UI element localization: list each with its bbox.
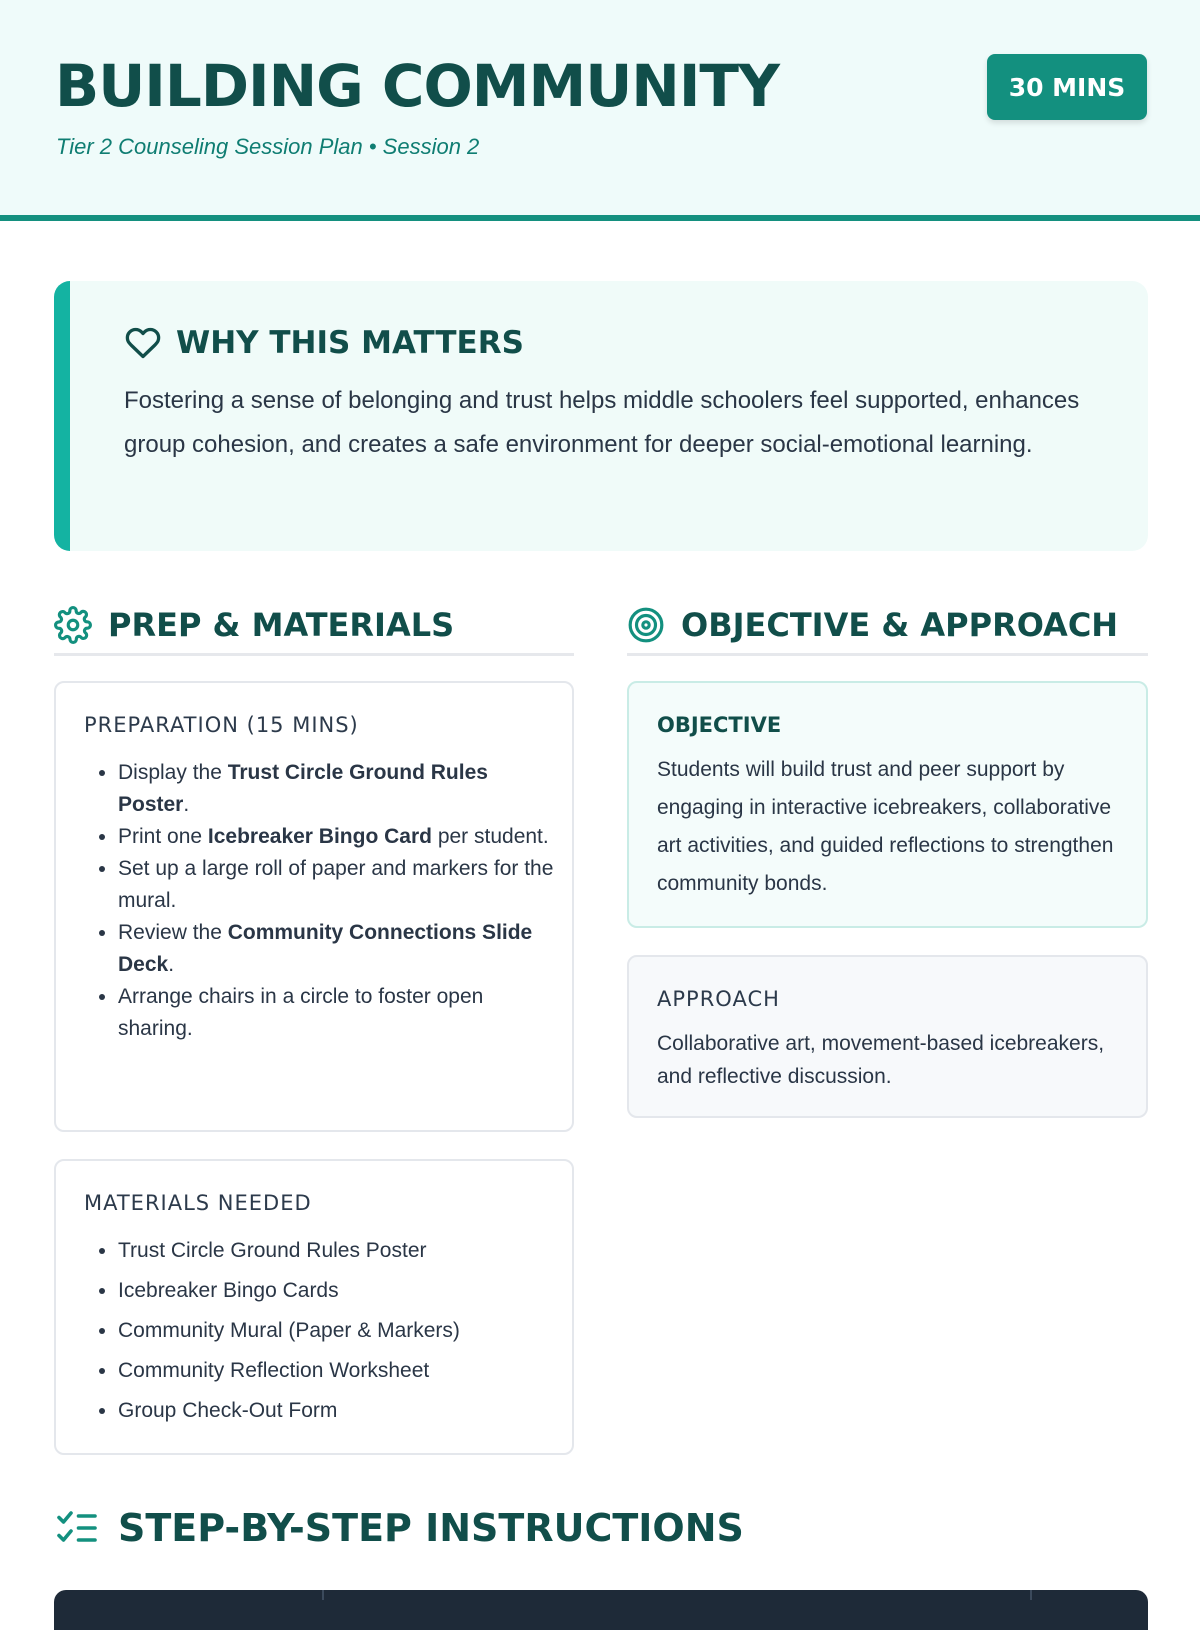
materials-card — [54, 1159, 574, 1455]
list-item: • Set up a large roll of paper and markers for the mural. — [118, 853, 558, 917]
list-item: • Print one Icebreaker Bingo Card per student. — [118, 821, 558, 853]
objective-body: Students will build trust and peer support by engaging in interactive icebreakers, collaborative art activities, and guided reflections to strengthen community bonds. — [657, 758, 1114, 895]
preparation-title: PREPARATION (15 MINS) — [84, 713, 359, 737]
materials-title: MATERIALS NEEDED — [84, 1191, 312, 1215]
page-header — [0, 0, 1200, 221]
preparation-card — [54, 681, 574, 1132]
preparation-list — [84, 757, 558, 1045]
duration-badge: 30 MINS — [987, 54, 1147, 120]
steps-heading — [56, 1506, 744, 1550]
checklist-icon — [56, 1510, 98, 1546]
approach-card — [627, 955, 1148, 1118]
gear-icon — [54, 606, 92, 644]
list-item: • Community Reflection Worksheet — [118, 1351, 558, 1391]
why-this-matters-callout — [54, 281, 1148, 551]
column-divider — [322, 1590, 324, 1600]
prep-materials-heading — [54, 596, 574, 656]
objective-approach-heading-text: OBJECTIVE & APPROACH — [681, 605, 1119, 644]
list-item: • Community Mural (Paper & Markers) — [118, 1311, 558, 1351]
heart-icon — [124, 325, 162, 361]
list-item: • Display the Trust Circle Ground Rules Poster. — [118, 757, 558, 821]
materials-list — [84, 1231, 558, 1431]
objective-title: OBJECTIVE — [657, 713, 782, 737]
objective-approach-heading — [627, 596, 1148, 656]
objective-card — [627, 681, 1148, 928]
approach-title: APPROACH — [657, 987, 780, 1011]
prep-materials-heading-text: PREP & MATERIALS — [108, 605, 455, 644]
steps-table-header — [54, 1590, 1148, 1630]
list-item: • Icebreaker Bingo Cards — [118, 1271, 558, 1311]
list-item: • Arrange chairs in a circle to foster open sharing. — [118, 981, 558, 1045]
why-heading-text: WHY THIS MATTERS — [176, 325, 524, 361]
page-subtitle: Tier 2 Counseling Session Plan • Session 2 — [56, 134, 480, 159]
list-item: • Review the Community Connections Slide Deck. — [118, 917, 558, 981]
list-item: • Trust Circle Ground Rules Poster — [118, 1231, 558, 1271]
why-body: Fostering a sense of belonging and trust helps middle schoolers feel supported, enhances group cohesion, and creates a safe environment for deeper social-emotional learning. — [124, 387, 1080, 458]
why-heading — [124, 325, 524, 361]
page-title: BUILDING COMMUNITY — [55, 52, 779, 120]
approach-body: Collaborative art, movement-based icebreakers, and reflective discussion. — [657, 1032, 1105, 1088]
steps-heading-text: STEP-BY-STEP INSTRUCTIONS — [118, 1506, 744, 1550]
list-item: • Group Check-Out Form — [118, 1391, 558, 1431]
target-icon — [627, 606, 665, 644]
column-divider — [1030, 1590, 1032, 1600]
